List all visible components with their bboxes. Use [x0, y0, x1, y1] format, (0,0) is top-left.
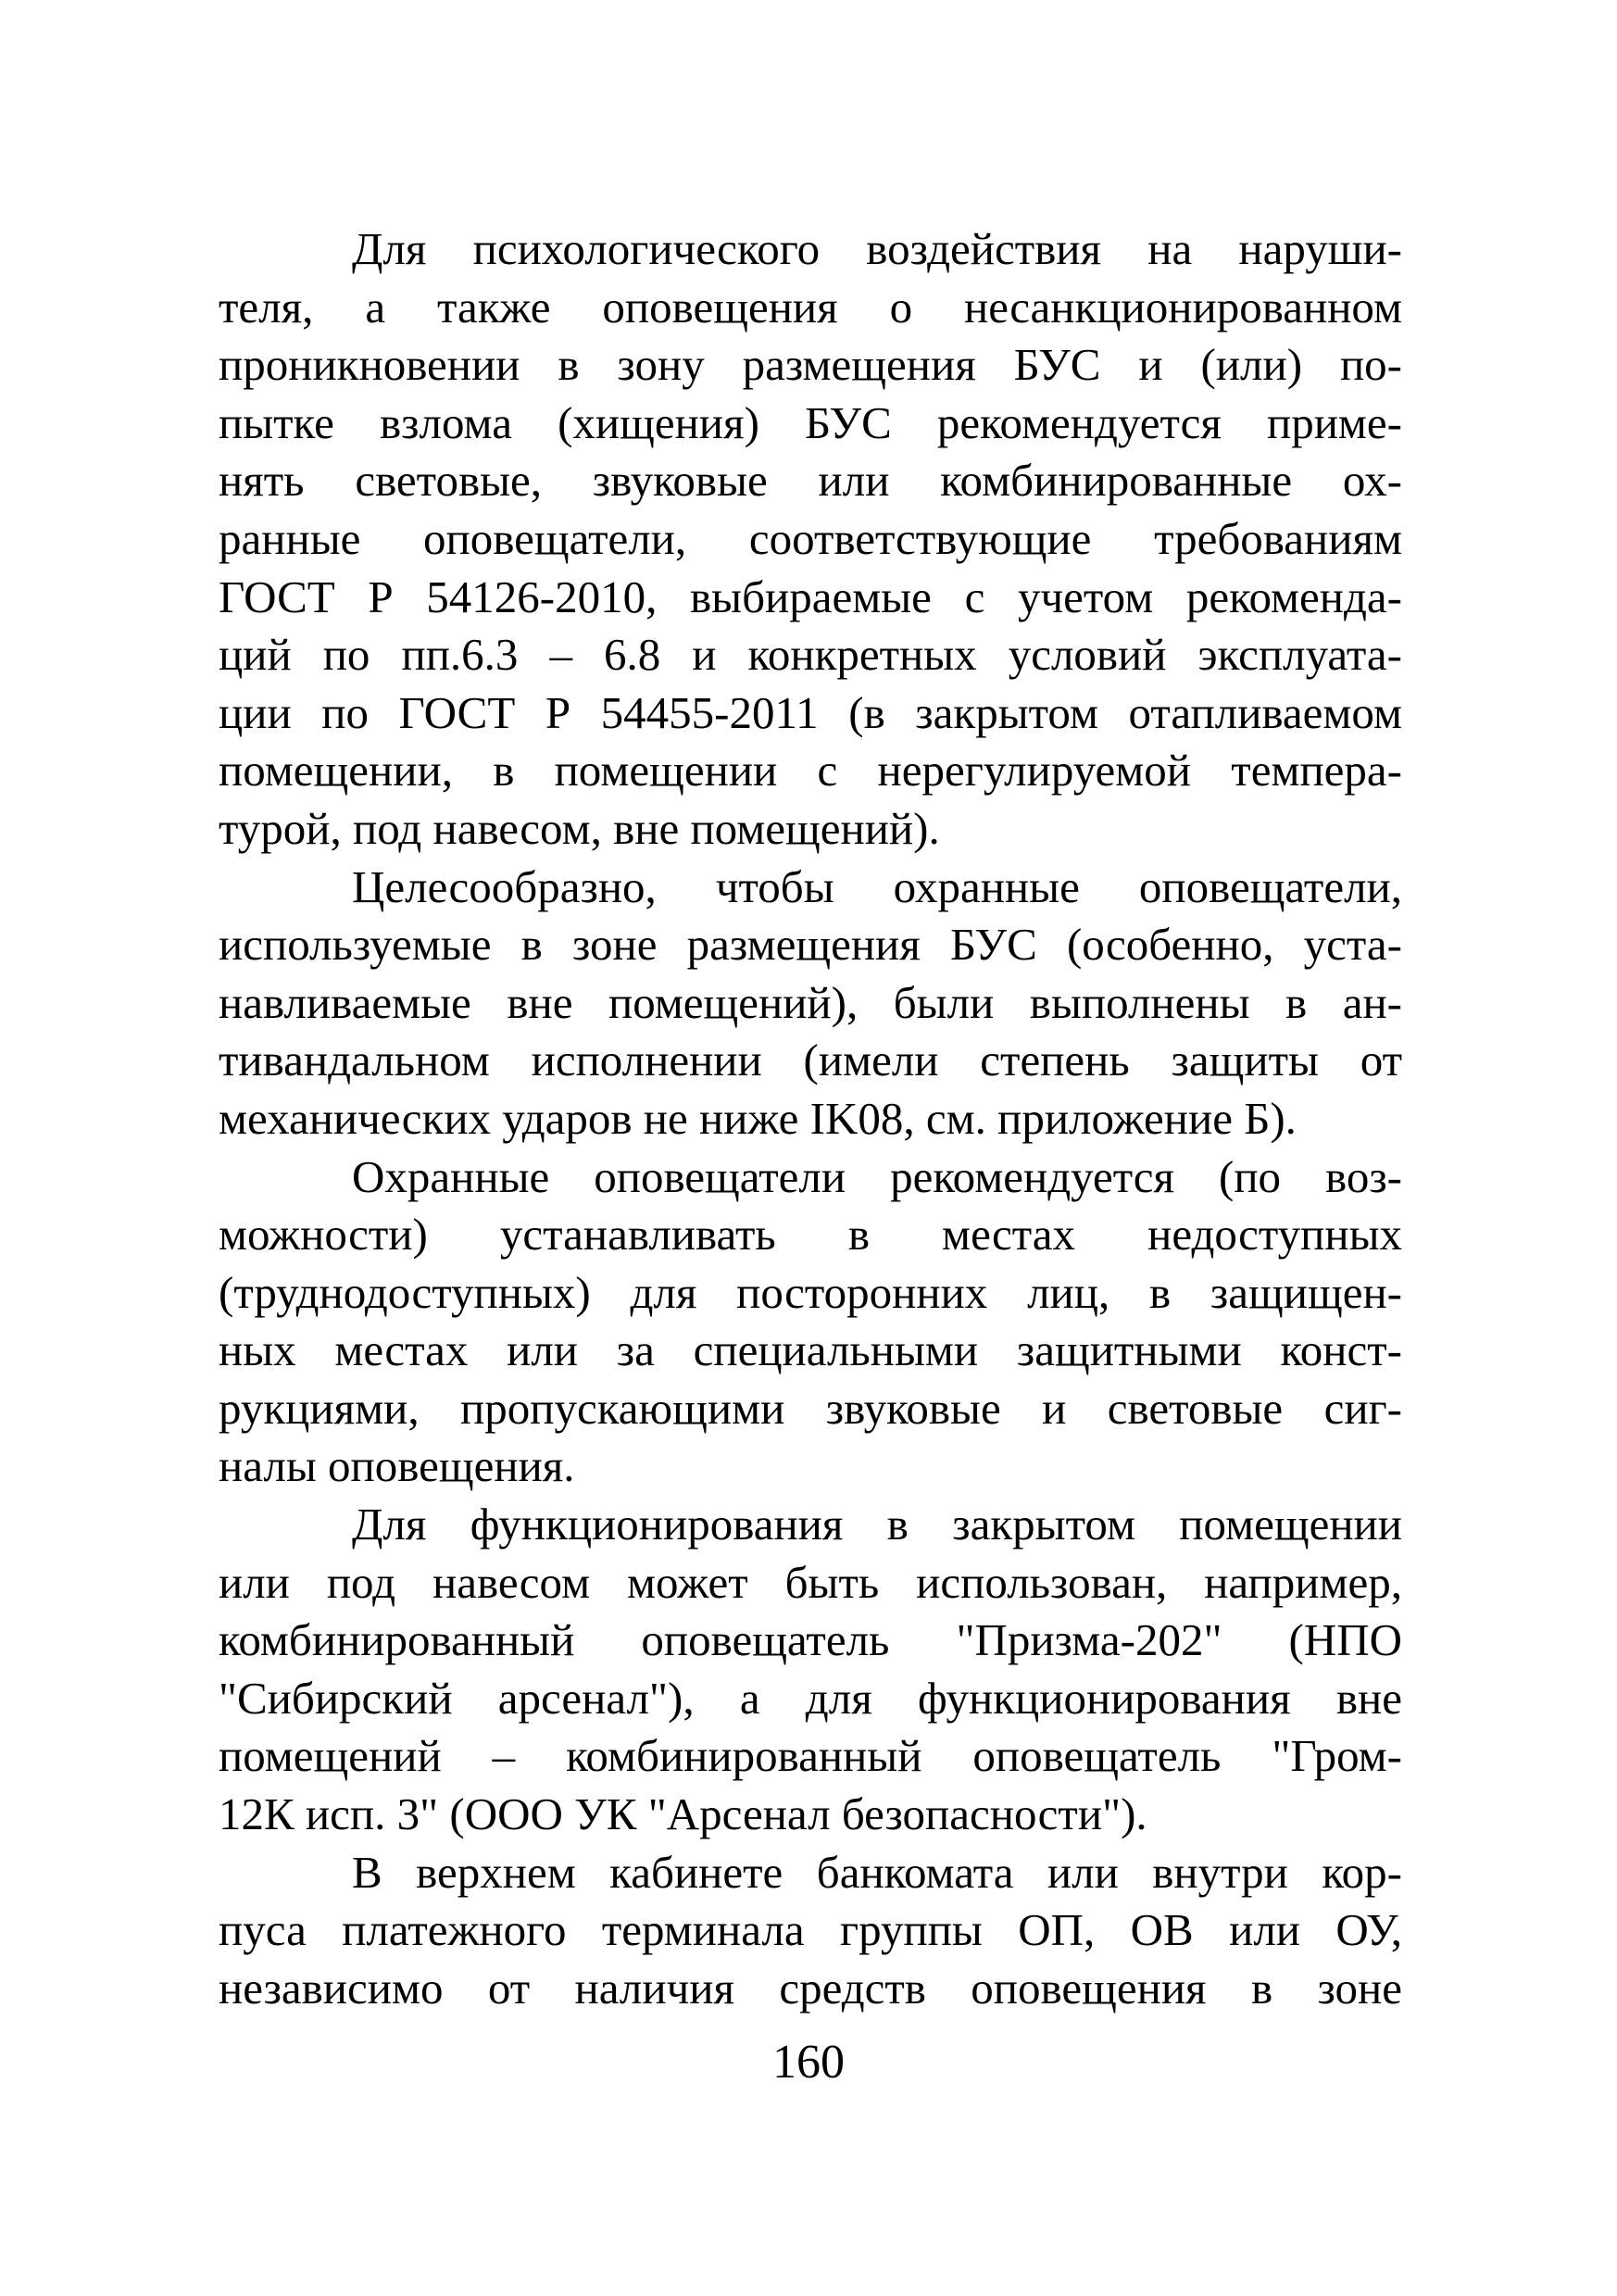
- text-line: проникновении в зону размещения БУС и (или) по-: [219, 339, 1402, 391]
- paragraph: [219, 1148, 1402, 1497]
- text-line: или под навесом может быть использован, например,: [219, 1556, 1402, 1608]
- text-line: можности) устанавливать в местах недоступных: [219, 1209, 1402, 1261]
- paragraph: [219, 859, 1402, 1148]
- text-line: турой, под навесом, вне помещений).: [219, 802, 940, 854]
- text-line: налы оповещения.: [219, 1440, 575, 1492]
- page-number: 160: [772, 2036, 845, 2089]
- paragraph: [219, 220, 1402, 859]
- text-line: ций по пп.6.3 – 6.8 и конкретных условий эксплуата-: [219, 629, 1402, 681]
- text-line: используемые в зоне размещения БУС (особенно, уста-: [219, 919, 1402, 971]
- text-line: механических ударов не ниже IK08, см. приложение Б).: [219, 1092, 1297, 1144]
- text-line: рукциями, пропускающими звуковые и световые сиг-: [219, 1382, 1402, 1434]
- text-line: тивандальном исполнении (имели степень защиты от: [219, 1035, 1402, 1086]
- text-line: ции по ГОСТ Р 54455-2011 (в закрытом отапливаемом: [219, 686, 1402, 738]
- text-line: 12К исп. 3" (ООО УК "Арсенал безопасности").: [219, 1788, 1147, 1840]
- text-line: независимо от наличия средств оповещения в зоне: [219, 1962, 1402, 2014]
- text-line: комбинированный оповещатель "Призма-202" (НПО: [219, 1614, 1402, 1666]
- text-line: (труднодоступных) для посторонних лиц, в защищен-: [219, 1266, 1402, 1318]
- text-line: ранные оповещатели, соответствующие требованиям: [219, 512, 1402, 564]
- text-line: пытке взлома (хищения) БУС рекомендуется приме-: [219, 396, 1402, 448]
- text-line: помещении, в помещении с нерегулируемой темпера-: [219, 745, 1402, 797]
- text-line: теля, а также оповещения о несанкционированном: [219, 281, 1402, 332]
- text-line: "Сибирский арсенал"), а для функционирования вне: [219, 1672, 1402, 1724]
- body-text: [219, 220, 1402, 2017]
- paragraph: [219, 1844, 1402, 2018]
- text-line: пуса платежного терминала группы ОП, ОВ или ОУ,: [219, 1904, 1402, 1956]
- text-line: Охранные оповещатели рекомендуется (по воз-: [352, 1150, 1402, 1202]
- text-line: Целесообразно, чтобы охранные оповещатели,: [352, 860, 1402, 912]
- text-line: Для психологического воздействия на наруши-: [352, 223, 1402, 274]
- text-line: ГОСТ Р 54126-2010, выбираемые с учетом рекоменда-: [219, 571, 1402, 622]
- text-line: Для функционирования в закрытом помещении: [352, 1499, 1402, 1550]
- paragraph: [219, 1496, 1402, 1844]
- text-line: навливаемые вне помещений), были выполнены в ан-: [219, 976, 1402, 1028]
- text-line: В верхнем кабинете банкомата или внутри кор-: [352, 1846, 1402, 1898]
- text-line: помещений – комбинированный оповещатель "Гром-: [219, 1730, 1402, 1782]
- text-line: ных местах или за специальными защитными конст-: [219, 1324, 1402, 1376]
- text-line: нять световые, звуковые или комбинированные ох-: [219, 455, 1402, 507]
